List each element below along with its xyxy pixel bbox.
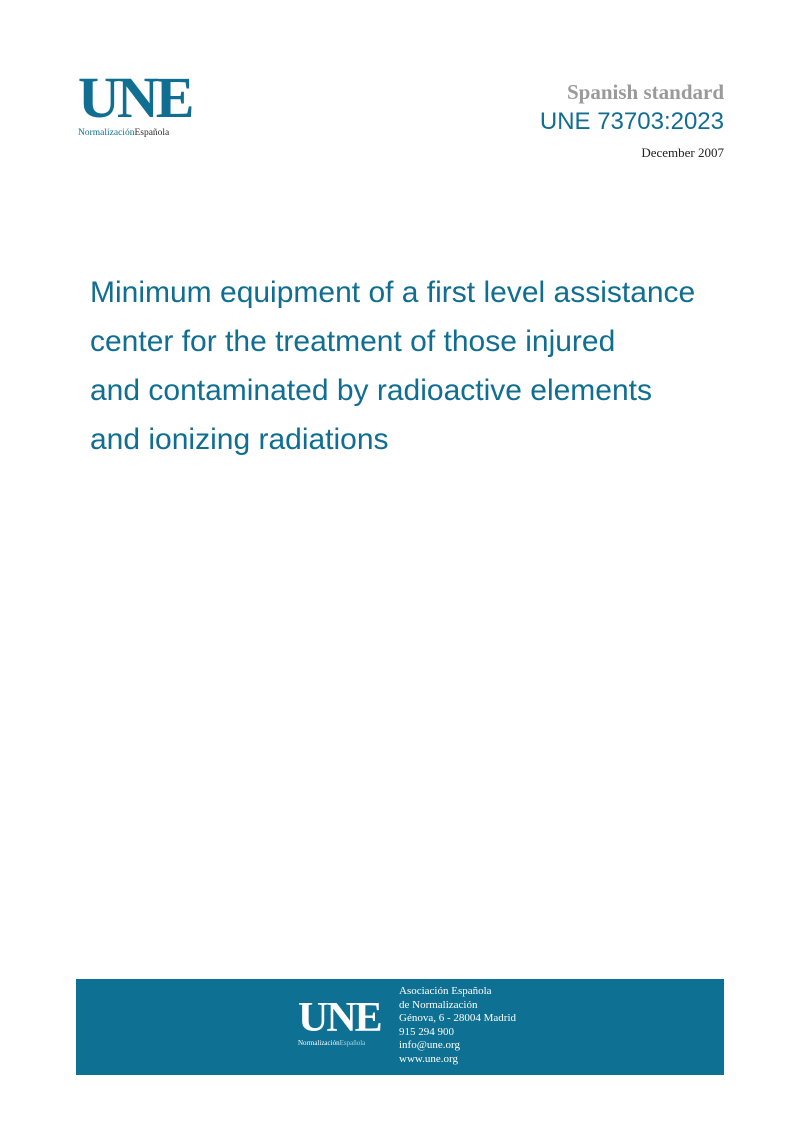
contact-website: www.une.org — [399, 1052, 458, 1065]
title-line: and contaminated by radioactive elements — [90, 374, 653, 407]
footer-une-logo — [298, 995, 381, 1047]
logo-tagline-part2: Española — [134, 128, 170, 138]
title-line: and ionizing radiations — [90, 423, 389, 456]
title-line: Minimum equipment of a first level assistance — [90, 276, 696, 309]
footer-banner — [76, 979, 724, 1075]
standard-info — [540, 80, 724, 162]
title-line: center for the treatment of those injured — [90, 325, 616, 358]
standard-date: December 2007 — [641, 145, 724, 160]
une-logo — [78, 65, 198, 138]
contact-org-name-2: de Normalización — [399, 998, 478, 1011]
logo-tagline-part1: Normalización — [78, 128, 135, 138]
footer-contact — [399, 985, 516, 1066]
footer-logo-wordmark: UNE — [298, 995, 381, 1041]
contact-address: Génova, 6 - 28004 Madrid — [399, 1012, 517, 1024]
contact-email: info@une.org — [399, 1039, 460, 1051]
standard-code: UNE 73703:2023 — [539, 108, 724, 135]
logo-wordmark: UNE — [78, 65, 192, 130]
document-title — [90, 268, 790, 464]
footer-tagline-part1: Normalización — [298, 1039, 340, 1047]
contact-org-name: Asociación Española — [399, 985, 492, 997]
footer-tagline-part2: Española — [339, 1039, 366, 1047]
standard-kind: Spanish standard — [567, 80, 724, 104]
contact-phone: 915 294 900 — [399, 1025, 454, 1038]
